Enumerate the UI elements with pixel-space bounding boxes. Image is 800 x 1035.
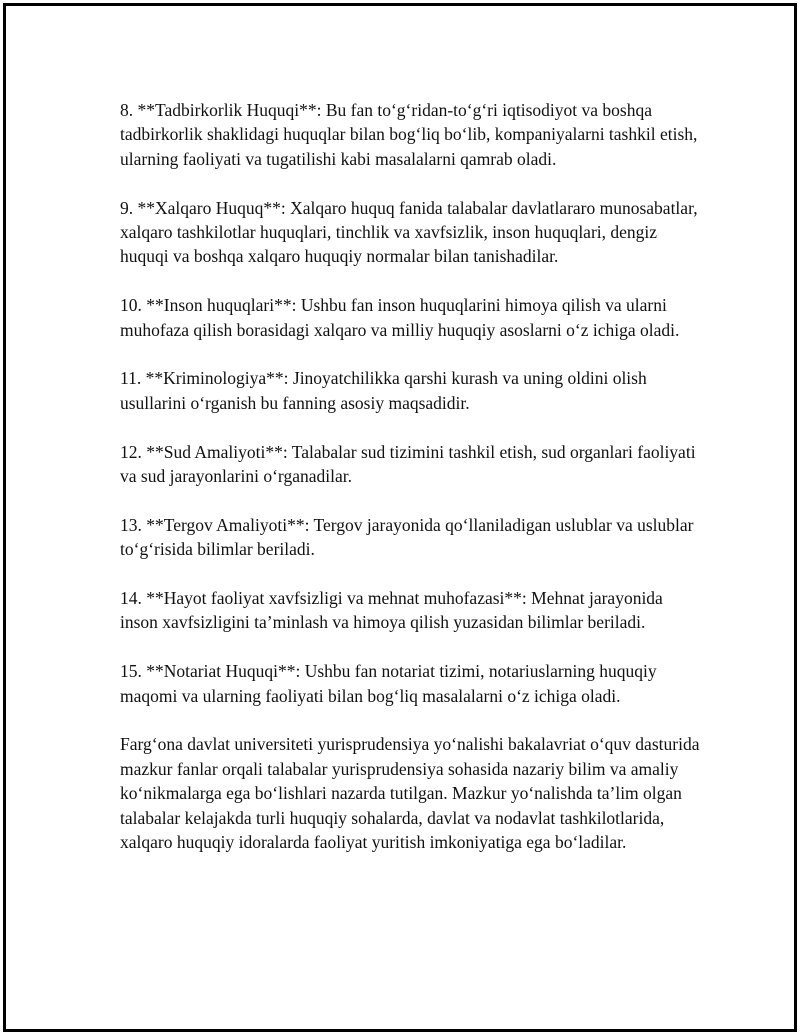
- paragraph-item-11: 11. **Kriminologiya**: Jinoyatchilikka qarshi kurash va uning oldini olish usullarini o‘rganish bu fanning asosiy maqsadidir.: [120, 368, 647, 413]
- document-body: [120, 98, 700, 879]
- paragraph-item-13: 13. **Tergov Amaliyoti**: Tergov jarayonida qo‘llaniladigan uslublar va uslublar to‘g‘risida bilimlar beriladi.: [120, 514, 694, 560]
- paragraph-item-10: 10. **Inson huquqlari**: Ushbu fan inson huquqlarini himoya qilish va ularni muhofaza qilish borasidagi xalqaro va milliy huquqiy asoslarni o‘z ichiga oladi.: [120, 295, 680, 340]
- paragraph-item-15: 15. **Notariat Huquqi**: Ushbu fan notariat tizimi, notariuslarning huquqiy maqomi va ularning faoliyati bilan bog‘liq masalalarni o‘z ichiga oladi.: [120, 661, 657, 706]
- paragraph-item-9: 9. **Xalqaro Huquq**: Xalqaro huquq fanida talabalar davlatlararo munosabatlar, xalqaro tashkilotlar huquqlari, tinchlik va xavfsizlik, inson huquqlari, dengiz huquqi va boshqa xalqaro huquqiy normalar bilan tanishadilar.: [120, 197, 698, 267]
- closing-paragraph: Farg‘ona davlat universiteti yurisprudensiya yo‘nalishi bakalavriat o‘quv dasturida mazkur fanlar orqali talabalar yurisprudensiya sohasida nazariy bilim va amaliy ko‘nikmalarga ega bo‘lishlari nazarda tutilgan. Mazkur yo‘nalishda ta’lim olgan talabalar kelajakda turli huquqiy sohalarda, davlat va nodavlat tashkilotlarida, xalqaro huquqiy idoralarda faoliyat yuritish imkoniyatiga ega bo‘ladilar.: [120, 734, 700, 853]
- paragraph-item-12: 12. **Sud Amaliyoti**: Talabalar sud tizimini tashkil etish, sud organlari faoliyati va sud jarayonlarini o‘rganadilar.: [120, 441, 696, 487]
- paragraph-item-14: 14. **Hayot faoliyat xavfsizligi va mehnat muhofazasi**: Mehnat jarayonida inson xavfsizligini ta’minlash va himoya qilish yuzasidan bilimlar beriladi.: [120, 588, 663, 633]
- page-frame: [3, 3, 797, 1032]
- paragraph-item-8: 8. **Tadbirkorlik Huquqi**: Bu fan to‘g‘ridan-to‘g‘ri iqtisodiyot va boshqa tadbirkorlik shaklidagi huquqlar bilan bog‘liq bo‘lib, kompaniyalarni tashkil etish, ularning faoliyati va tugatilishi kabi masalalarni qamrab oladi.: [120, 100, 698, 169]
